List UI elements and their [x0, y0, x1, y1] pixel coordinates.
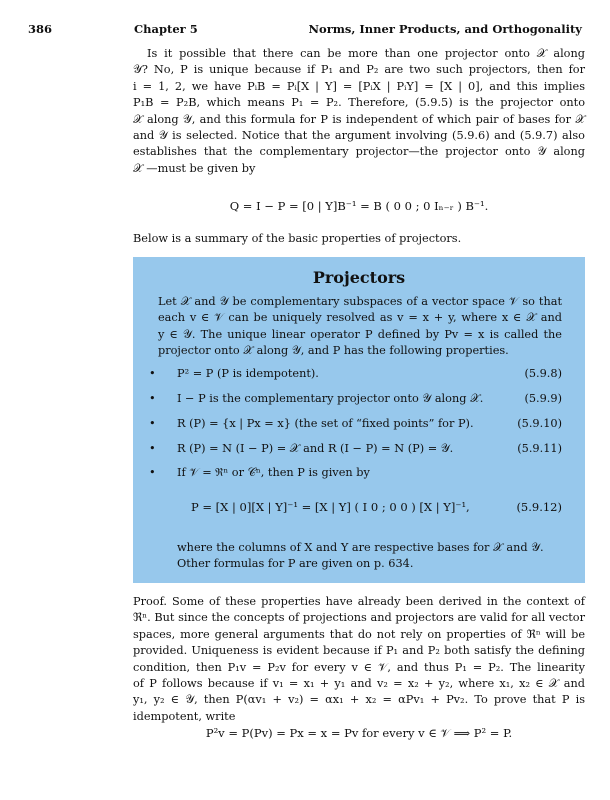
bullet: • — [149, 367, 156, 380]
proof-paragraph — [133, 594, 585, 725]
box-title: Projectors — [312, 268, 406, 287]
text-line: y₁, y₂ ∈ 𝒴, then P(αv₁ + v₂) = αx₁ + x₂ = αPv₁ + Pv₂. To prove that P is — [133, 693, 585, 707]
text-line: ℜⁿ. But since the concepts of projections and projectors are valid for all vector — [133, 611, 585, 625]
text-line: Proof. Some of these properties have already been derived in the context of — [133, 595, 585, 608]
text-line: projector onto 𝒳 along 𝒴, and P has the following properties. — [158, 344, 509, 358]
final-equation: P²v = P(Pv) = Px = x = Pv for every v ∈ 𝒱 ⟹ P² = P. — [205, 726, 513, 740]
text-line: provided. Uniqueness is evident because if P₁ and P₂ both satisfy the defining — [133, 644, 585, 658]
property-text: I − P is the complementary projector onto 𝒴 along 𝒳. — [177, 392, 484, 405]
intro-paragraph — [133, 46, 585, 177]
definition-paragraph — [158, 294, 562, 360]
property-text: R (P) = {x | Px = x} (the set of “fixed points” for P). — [177, 417, 474, 430]
text-line: i = 1, 2, we have PᵢB = Pᵢ[X | Y] = [PᵢX | PᵢY] = [X | 0], and this implies — [133, 79, 585, 93]
page-number: 386 — [28, 22, 53, 36]
text-line: Below is a summary of the basic properties of projectors. — [133, 232, 462, 245]
property-text: R (P) = N (I − P) = 𝒳 and R (I − P) = N (P) = 𝒴. — [177, 442, 454, 455]
property-item — [149, 465, 562, 483]
display-equation-q: Q = I − P = [0 | Y]B⁻¹ = B ( 0 0 ; 0 Iₙ₋ᵣ ) B⁻¹. — [229, 199, 489, 213]
equation-number: (5.9.11) — [517, 442, 562, 455]
projectors-box — [133, 257, 585, 583]
page-header — [28, 22, 582, 40]
text-line: y ∈ 𝒴. The unique linear operator P defined by Pv = x is called the — [158, 327, 562, 341]
text-line: 𝒳 —must be given by — [133, 161, 256, 175]
summary-sentence — [133, 231, 585, 247]
text-line: Is it possible that there can be more than one projector onto 𝒳 along — [147, 47, 585, 60]
text-line: P₁B = P₂B, which means P₁ = P₂. Therefore, (5.9.5) is the projector onto — [133, 96, 585, 110]
property-text: If 𝒱 = ℜⁿ or 𝒞ⁿ, then P is given by — [177, 466, 370, 479]
text-line: and 𝒴 is selected. Notice that the argument involving (5.9.6) and (5.9.7) also — [133, 129, 585, 143]
projector-formula: P = [X | 0][X | Y]⁻¹ = [X | Y] ( I 0 ; 0 0 ) [X | Y]⁻¹, — [191, 500, 470, 514]
text-line: Let 𝒳 and 𝒴 be complementary subspaces of a vector space 𝒱 so that — [158, 295, 562, 308]
bullet: • — [149, 466, 156, 479]
equation-number: (5.9.12) — [516, 500, 562, 514]
bullet: • — [149, 417, 156, 430]
box-closing-paragraph — [177, 540, 562, 573]
running-title: Norms, Inner Products, and Orthogonality — [308, 22, 582, 36]
property-item — [149, 366, 562, 384]
equation-number: (5.9.8) — [524, 367, 562, 380]
text-line: Other formulas for P are given on p. 634. — [177, 557, 414, 571]
property-text: P² = P (P is idempotent). — [177, 367, 319, 380]
text-line: condition, then P₁v = P₂v for every v ∈ 𝒱, and thus P₁ = P₂. The linearity — [133, 660, 585, 674]
chapter-label: Chapter 5 — [134, 22, 198, 36]
bullet: • — [149, 392, 156, 405]
property-item — [149, 441, 562, 459]
text-line: idempotent, write — [133, 709, 236, 723]
text-line: 𝒴? No, P is unique because if P₁ and P₂ are two such projectors, then for — [133, 63, 585, 77]
equation-number: (5.9.9) — [524, 392, 562, 405]
equation-number: (5.9.10) — [517, 417, 562, 430]
property-item — [149, 416, 562, 434]
text-line: each v ∈ 𝒱 can be uniquely resolved as v = x + y, where x ∈ 𝒳 and — [158, 311, 562, 325]
text-line: spaces, more general arguments that do not rely on properties of ℜⁿ will be — [133, 627, 585, 641]
text-line: where the columns of X and Y are respective bases for 𝒳 and 𝒴. — [177, 541, 544, 554]
bullet: • — [149, 442, 156, 455]
text-line: 𝒳 along 𝒴, and this formula for P is independent of which pair of bases for 𝒳 — [133, 112, 585, 126]
property-item — [149, 391, 562, 409]
text-line: of P follows because if v₁ = x₁ + y₁ and v₂ = x₂ + y₂, where x₁, x₂ ∈ 𝒳 and — [133, 677, 585, 691]
text-line: establishes that the complementary projector—the projector onto 𝒴 along — [133, 145, 585, 159]
